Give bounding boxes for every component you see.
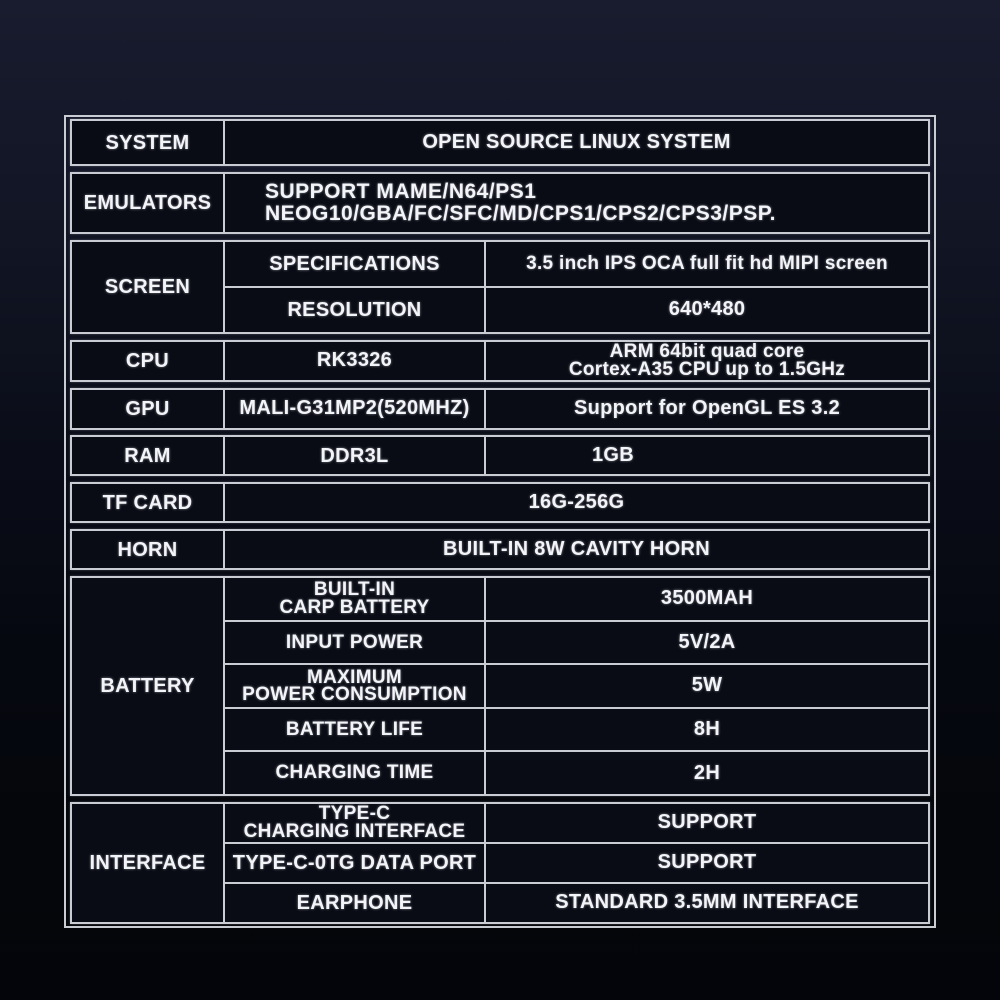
row-horn [70,529,930,570]
emulators-value-line-2: NEOG10/GBA/FC/SFC/MD/CPS1/CPS2/CPS3/PSP. [265,201,776,225]
row-label-gpu: GPU [72,390,225,428]
row-tf-card [70,482,930,523]
interface-otg-value: SUPPORT [657,851,757,874]
screen-resolution-value: 640*480 [668,298,746,321]
row-label-interface: INTERFACE [72,804,225,922]
interface-charging-value: SUPPORT [657,811,757,834]
tf-card-value: 16G-256G [528,491,625,514]
interface-otg-row [225,842,928,882]
screen-specifications-row [225,242,928,286]
spec-table [64,115,936,928]
cpu-value-line-2: Cortex-A35 CPU up to 1.5GHz [568,358,846,380]
cpu-value [486,342,928,380]
emulators-value [225,174,928,232]
row-interface [70,802,930,924]
interface-charging-label [225,804,486,842]
battery-max-power-label-line-1: MAXIMUM [307,666,402,688]
gpu-model: MALI-G31MP2(520MHZ) [225,390,486,428]
interface-earphone-value: STANDARD 3.5MM INTERFACE [555,891,859,914]
battery-max-power-row [225,663,928,707]
row-battery [70,576,930,796]
cpu-value-line-1: ARM 64bit quad core [609,340,805,362]
battery-input-power-label: INPUT POWER [225,622,486,664]
battery-input-power-row [225,620,928,664]
row-emulators [70,172,930,234]
battery-charging-time-value: 2H [693,761,721,784]
row-label-tf-card: TF CARD [72,484,225,521]
interface-earphone-row [225,882,928,922]
battery-input-power-value: 5V/2A [678,630,736,653]
battery-max-power-label [225,665,486,707]
battery-life-value: 8H [693,718,721,741]
battery-max-power-value: 5W [691,674,723,697]
row-label-horn: HORN [72,531,225,568]
row-label-emulators: EMULATORS [72,174,225,232]
screen-resolution-row [225,286,928,332]
interface-charging-label-line-2: CHARGING INTERFACE [243,820,466,842]
gpu-value: Support for OpenGL ES 3.2 [573,397,841,419]
battery-charging-time-row [225,750,928,794]
battery-capacity-label [225,578,486,620]
interface-charging-row [225,804,928,842]
battery-capacity-row [225,578,928,620]
interface-earphone-label: EARPHONE [225,884,486,922]
screen-subrows [225,242,928,332]
interface-subrows [225,804,928,922]
horn-value: BUILT-IN 8W CAVITY HORN [443,538,710,561]
system-value: OPEN SOURCE LINUX SYSTEM [422,131,731,153]
row-label-ram: RAM [72,437,225,474]
battery-charging-time-label: CHARGING TIME [225,752,486,794]
ram-type: DDR3L [225,437,486,474]
emulators-value-line-1: SUPPORT MAME/N64/PS1 [265,179,537,203]
row-label-cpu: CPU [72,342,225,380]
row-gpu [70,388,930,430]
row-screen [70,240,930,334]
interface-charging-label-line-1: TYPE-C [318,803,391,825]
interface-otg-label: TYPE-C-0TG DATA PORT [225,844,486,882]
row-label-battery: BATTERY [72,578,225,794]
screen-specifications-label: SPECIFICATIONS [225,242,486,286]
battery-capacity-value: 3500MAH [660,587,754,610]
ram-value: 1GB [592,444,635,467]
screen-specifications-value: 3.5 inch IPS OCA full fit hd MIPI screen [526,252,888,274]
screen-resolution-label: RESOLUTION [225,288,486,332]
battery-life-label: BATTERY LIFE [225,709,486,751]
row-ram [70,435,930,476]
battery-capacity-label-line-1: BUILT-IN [313,579,396,601]
cpu-model: RK3326 [225,342,486,380]
row-label-screen: SCREEN [72,242,225,332]
row-cpu [70,340,930,382]
battery-subrows [225,578,928,794]
row-label-system: SYSTEM [72,121,225,164]
battery-max-power-label-line-2: POWER CONSUMPTION [242,683,467,705]
battery-capacity-label-line-2: CARP BATTERY [279,596,430,618]
row-system [70,119,930,166]
battery-life-row [225,707,928,751]
